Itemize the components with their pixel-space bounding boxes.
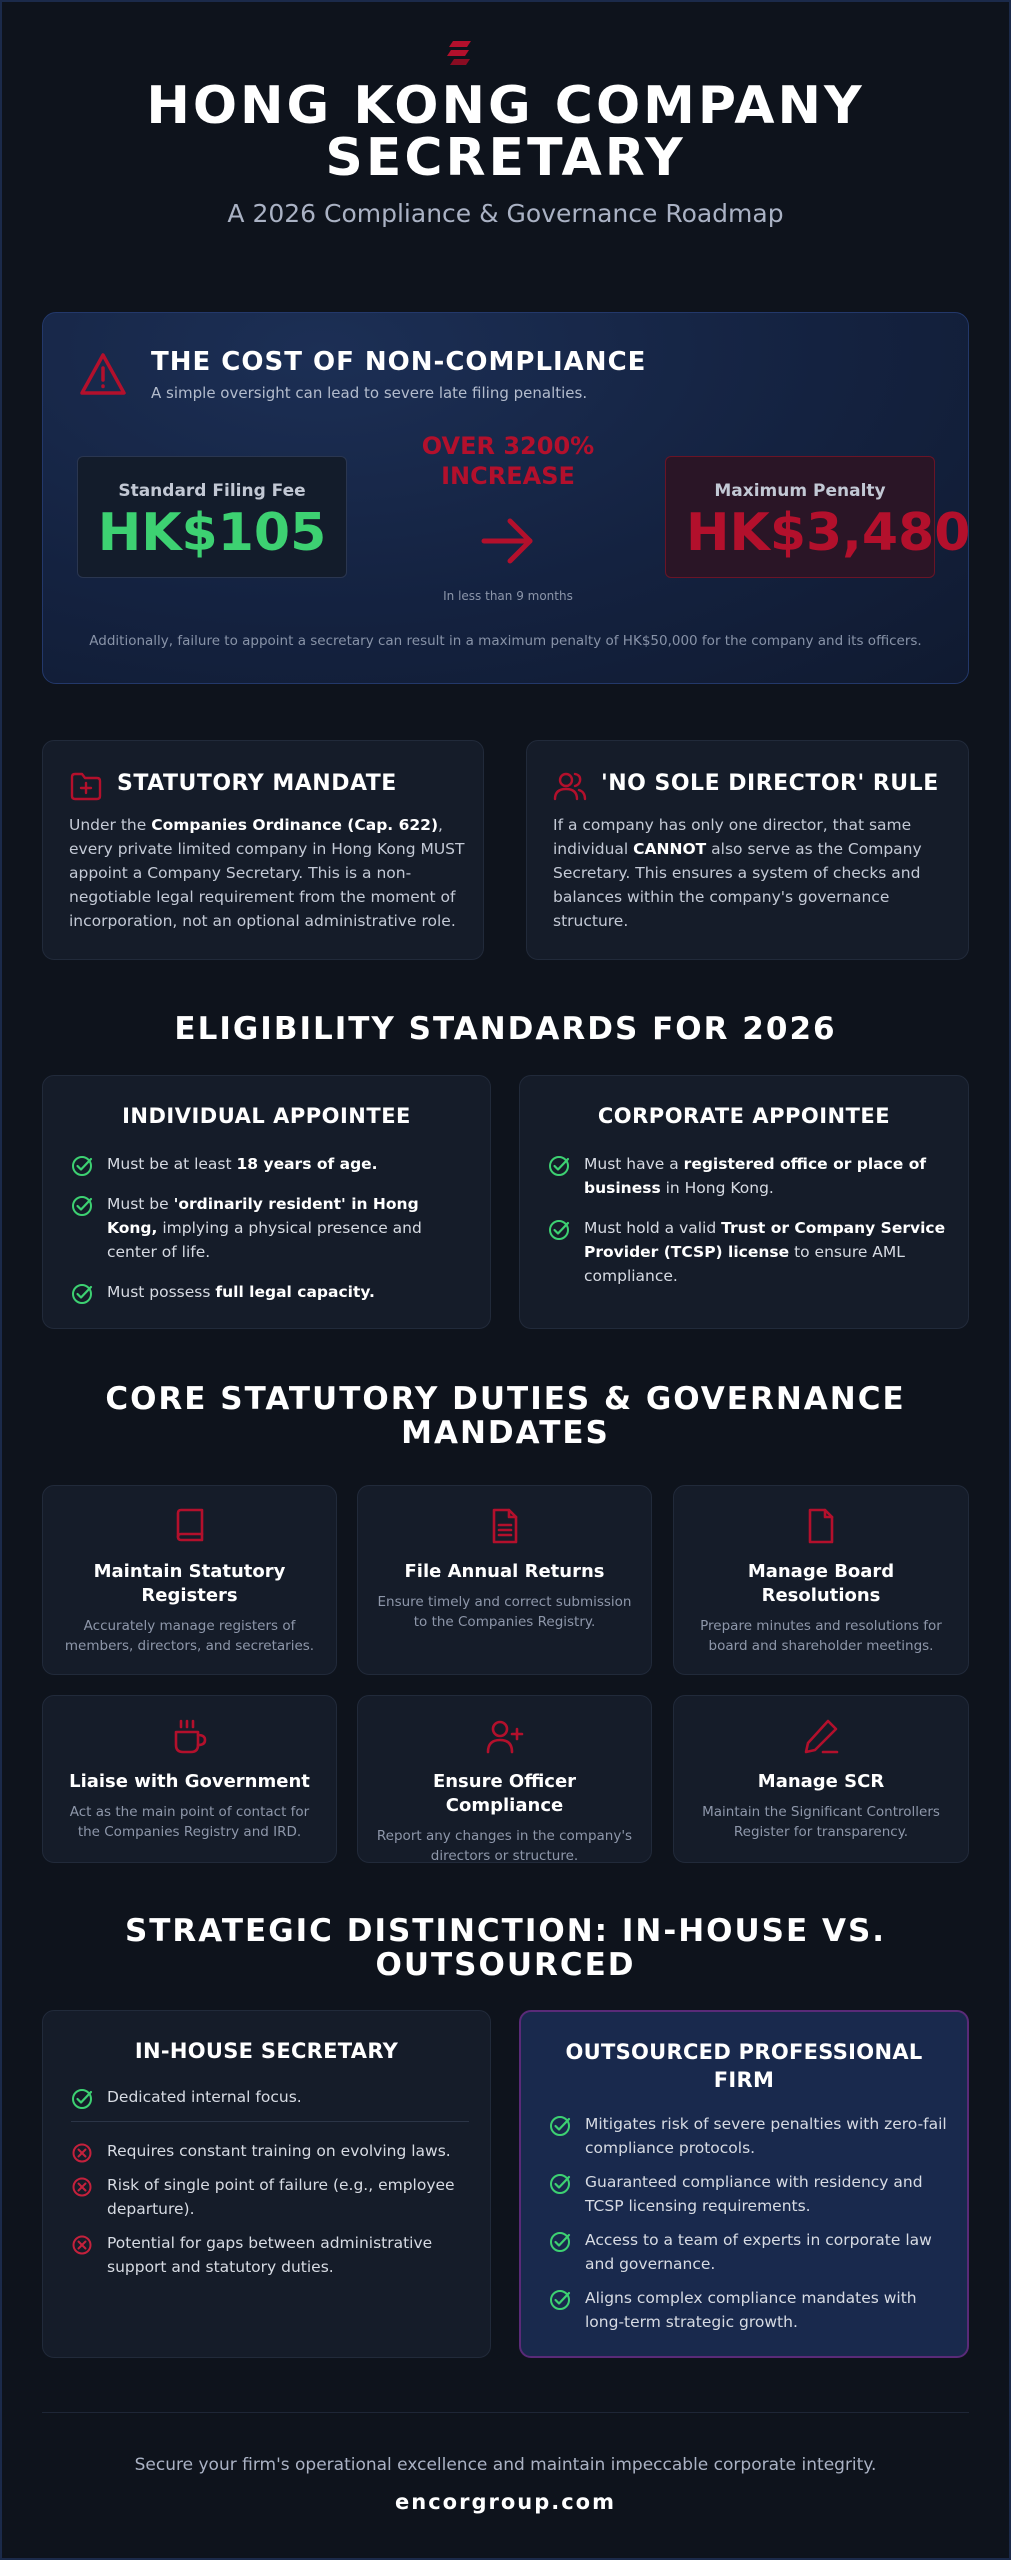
outsourced-title: OUTSOURCED PROFESSIONAL FIRM: [565, 2040, 923, 2092]
increase-note: In less than 9 months: [443, 589, 573, 603]
con-item: Potential for gaps between administrative support and statutory duties.: [71, 2231, 471, 2279]
duty-card: [673, 1485, 969, 1675]
inhouse-cons-list: [71, 2139, 471, 2279]
con-item: Requires constant training on evolving laws.: [71, 2139, 471, 2163]
fee-label: Standard Filing Fee: [118, 481, 306, 501]
duty-card: [357, 1485, 652, 1675]
duty-card: [673, 1695, 969, 1863]
requirement-item: Must have a registered office or place of business in Hong Kong.: [548, 1152, 948, 1200]
duty-description: Ensure timely and correct submission to the Companies Registry.: [377, 1594, 632, 1630]
footer-tagline: Secure your firm's operational excellence and maintain impeccable corporate integrity.: [134, 2455, 877, 2475]
duty-card: [42, 1695, 337, 1863]
check-circle-icon: [71, 1155, 93, 1177]
increase-label: OVER 3200% INCREASE: [421, 432, 595, 490]
requirement-item: Must be 'ordinarily resident' in Hong Kong, implying a physical presence and center of life.: [71, 1192, 471, 1264]
duty-title: Maintain Statutory Registers: [93, 1561, 286, 1606]
comparison-section-title: STRATEGIC DISTINCTION: IN-HOUSE VS. OUTSOURCED: [124, 1913, 887, 1983]
fee-value: HK$105: [97, 503, 327, 563]
maximum-penalty-box: [665, 456, 971, 578]
check-circle-icon: [549, 2115, 571, 2137]
duty-card: [357, 1695, 652, 1863]
corporate-title: CORPORATE APPOINTEE: [597, 1104, 891, 1128]
footer-divider: [42, 2412, 969, 2413]
corporate-appointee-card: [519, 1075, 969, 1329]
warning-triangle-icon: [79, 351, 127, 397]
duty-title: File Annual Returns: [404, 1561, 605, 1582]
pro-item: Dedicated internal focus.: [71, 2085, 471, 2109]
check-circle-icon: [71, 1283, 93, 1305]
check-circle-icon: [548, 1219, 570, 1241]
pro-item: Aligns complex compliance mandates with long-term strategic growth.: [549, 2286, 951, 2334]
standard-fee-box: [77, 456, 347, 578]
eligibility-section-title: ELIGIBILITY STANDARDS FOR 2026: [174, 1011, 837, 1047]
x-circle-icon: [71, 2176, 93, 2198]
pen-icon: [801, 1716, 841, 1756]
check-circle-icon: [71, 2088, 93, 2110]
check-circle-icon: [549, 2173, 571, 2195]
page-title: HONG KONG COMPANY SECRETARY: [146, 76, 865, 188]
check-circle-icon: [71, 1195, 93, 1217]
cost-subtitle: A simple oversight can lead to severe late filing penalties.: [151, 384, 588, 402]
check-circle-icon: [549, 2231, 571, 2253]
cost-footnote: Additionally, failure to appoint a secretary can result in a maximum penalty of HK$50,000 for the company and its officers.: [89, 633, 922, 649]
con-item: Risk of single point of failure (e.g., employee departure).: [71, 2173, 471, 2221]
duty-title: Manage SCR: [757, 1771, 885, 1792]
check-circle-icon: [549, 2289, 571, 2311]
duty-title: Ensure Officer Compliance: [432, 1771, 577, 1816]
individual-requirements-list: [71, 1152, 471, 1304]
duty-description: Report any changes in the company's directors or structure.: [376, 1828, 633, 1864]
penalty-label: Maximum Penalty: [714, 481, 886, 501]
duty-description: Accurately manage registers of members, directors, and secretaries.: [64, 1618, 315, 1654]
duty-description: Act as the main point of contact for the Companies Registry and IRD.: [69, 1804, 310, 1840]
x-circle-icon: [71, 2234, 93, 2256]
sole-director-text: If a company has only one director, that same individual CANNOT also serve as the Company Secretary. This ensures a system of checks and balances within the company's governance structure.: [553, 816, 922, 930]
pro-item: Access to a team of experts in corporate law and governance.: [549, 2228, 951, 2276]
brand-stripes-icon: [445, 38, 475, 68]
cost-of-noncompliance-card: [42, 312, 969, 684]
requirement-item: Must be at least 18 years of age.: [71, 1152, 471, 1176]
corporate-requirements-list: [548, 1152, 948, 1288]
sole-director-card: [526, 740, 969, 960]
individual-title: INDIVIDUAL APPOINTEE: [122, 1104, 411, 1128]
folder-plus-icon: [69, 769, 103, 803]
duty-title: Liaise with Government: [69, 1771, 310, 1792]
page-subtitle: A 2026 Compliance & Governance Roadmap: [227, 199, 784, 228]
book-icon: [170, 1506, 210, 1546]
user-plus-icon: [485, 1716, 525, 1756]
footer-url-link[interactable]: encorgroup.com: [395, 2490, 616, 2514]
arrow-right-icon: [476, 509, 540, 573]
document-icon: [485, 1506, 525, 1546]
inhouse-pros-list: [71, 2085, 471, 2109]
duties-section-title: CORE STATUTORY DUTIES & GOVERNANCE MANDATES: [105, 1381, 906, 1451]
duty-title: Manage Board Resolutions: [747, 1561, 895, 1606]
inhouse-card: [42, 2010, 491, 2358]
duty-description: Prepare minutes and resolutions for board and shareholder meetings.: [700, 1618, 942, 1654]
x-circle-icon: [71, 2142, 93, 2164]
mandate-title: STATUTORY MANDATE: [117, 771, 397, 796]
check-circle-icon: [548, 1155, 570, 1177]
users-icon: [553, 769, 587, 803]
individual-appointee-card: [42, 1075, 491, 1329]
mandate-text: Under the Companies Ordinance (Cap. 622), every private limited company in Hong Kong MUST appoint a Company Secretary. This is a non-negotiable legal requirement from the moment of incorporation, not an optional administrative role.: [69, 816, 465, 930]
duty-card: [42, 1485, 337, 1675]
outsourced-pros-list: [549, 2112, 951, 2334]
penalty-value: HK$3,480: [686, 503, 971, 563]
inhouse-divider: [71, 2121, 469, 2122]
sole-director-title: 'NO SOLE DIRECTOR' RULE: [601, 771, 939, 796]
duty-description: Maintain the Significant Controllers Register for transparency.: [702, 1804, 940, 1840]
statutory-mandate-card: [42, 740, 484, 960]
requirement-item: Must possess full legal capacity.: [71, 1280, 471, 1304]
cost-title: THE COST OF NON-COMPLIANCE: [151, 347, 647, 377]
coffee-cup-icon: [170, 1716, 210, 1756]
file-icon: [801, 1506, 841, 1546]
pro-item: Guaranteed compliance with residency and TCSP licensing requirements.: [549, 2170, 951, 2218]
requirement-item: Must hold a valid Trust or Company Service Provider (TCSP) license to ensure AML compliance.: [548, 1216, 948, 1288]
outsourced-card: [519, 2010, 969, 2358]
inhouse-title: IN-HOUSE SECRETARY: [134, 2039, 399, 2063]
pro-item: Mitigates risk of severe penalties with zero-fail compliance protocols.: [549, 2112, 951, 2160]
